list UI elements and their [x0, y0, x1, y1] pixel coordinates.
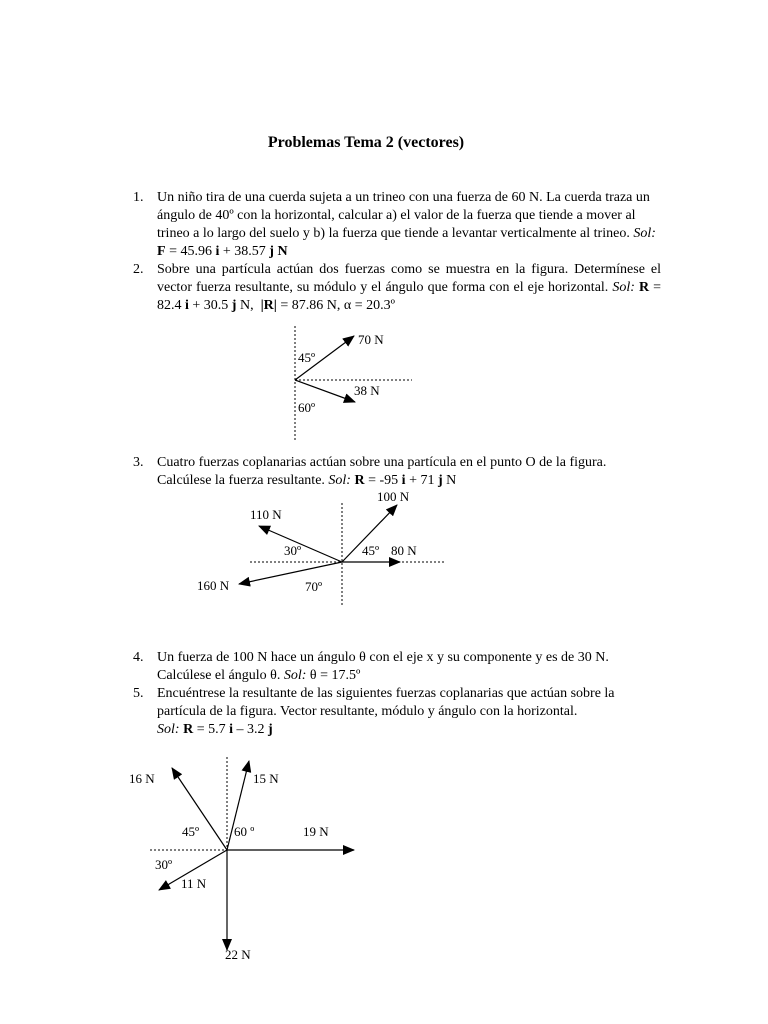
problem-text: Sobre una partícula actúan dos fuerzas como se muestra en la figura. Determínese el vector fuerza resultante, su módulo y el ángulo que forma con el eje horizontal. Sol: R = 82.4 i + 30.5 j N, |R| = 87.86 N, α = 20.3º	[157, 262, 662, 313]
force-arrow-160n	[239, 562, 342, 584]
angle-label: 45º	[362, 543, 380, 558]
solution-label: Sol:	[328, 473, 351, 488]
problem-text: Un fuerza de 100 N hace un ángulo θ con el eje x y su componente y es de 30 N. Calcúlese el ángulo θ. Sol: θ = 17.5º	[157, 650, 609, 683]
force-label: 110 N	[250, 507, 282, 522]
force-label: 22 N	[225, 947, 251, 962]
force-label: 160 N	[197, 578, 230, 593]
force-arrow-38n	[295, 380, 355, 402]
force-label: 80 N	[391, 543, 417, 558]
force-label: 15 N	[253, 771, 279, 786]
angle-label: 30º	[155, 857, 173, 872]
figure-problem-3	[197, 489, 445, 607]
force-label: 19 N	[303, 824, 329, 839]
force-label: 100 N	[377, 489, 410, 504]
solution-label: Sol:	[612, 280, 635, 295]
figure-problem-2	[295, 326, 412, 442]
solution-label: Sol:	[157, 722, 180, 737]
problem-text: Encuéntrese la resultante de las siguientes fuerzas coplanarias que actúan sobre la partícula de la figura. Vector resultante, módulo y ángulo con la horizontal. Sol: R = 5.7 i – 3.2 j	[157, 686, 615, 737]
force-label: 11 N	[181, 876, 207, 891]
problem-text: Un niño tira de una cuerda sujeta a un trineo con una fuerza de 60 N. La cuerda traza un ángulo de 40º con la horizontal, calcular a) el valor de la fuerza que tiende a mover al trineo a lo largo del suelo y b) la fuerza que tiende a levantar verticalmente al trineo. Sol: F = 45.96 i + 38.57 j N	[157, 190, 656, 259]
solution-label: Sol:	[283, 668, 307, 683]
angle-label: 45º	[182, 824, 200, 839]
angle-label: 60 º	[234, 824, 255, 839]
problem-number: 4.	[133, 650, 144, 665]
problem-number: 2.	[133, 262, 144, 277]
angle-label: 45º	[298, 350, 316, 365]
angle-label: 30º	[284, 543, 302, 558]
problem-number: 3.	[133, 455, 144, 470]
angle-label: 60º	[298, 400, 316, 415]
problem-text: Cuatro fuerzas coplanarias actúan sobre una partícula en el punto O de la figura. Calcúlese la fuerza resultante. Sol: R = -95 i + 71 j N	[157, 455, 607, 488]
force-label: 38 N	[354, 383, 380, 398]
force-label: 70 N	[358, 332, 384, 347]
page-title: Problemas Tema 2 (vectores)	[267, 134, 465, 151]
force-label: 16 N	[129, 771, 155, 786]
angle-label: 70º	[305, 579, 323, 594]
force-arrow-16n	[172, 768, 227, 850]
problem-number: 1.	[133, 190, 144, 205]
solution-label: Sol:	[633, 226, 656, 241]
figure-problem-5	[129, 757, 354, 962]
problem-number: 5.	[133, 686, 144, 701]
